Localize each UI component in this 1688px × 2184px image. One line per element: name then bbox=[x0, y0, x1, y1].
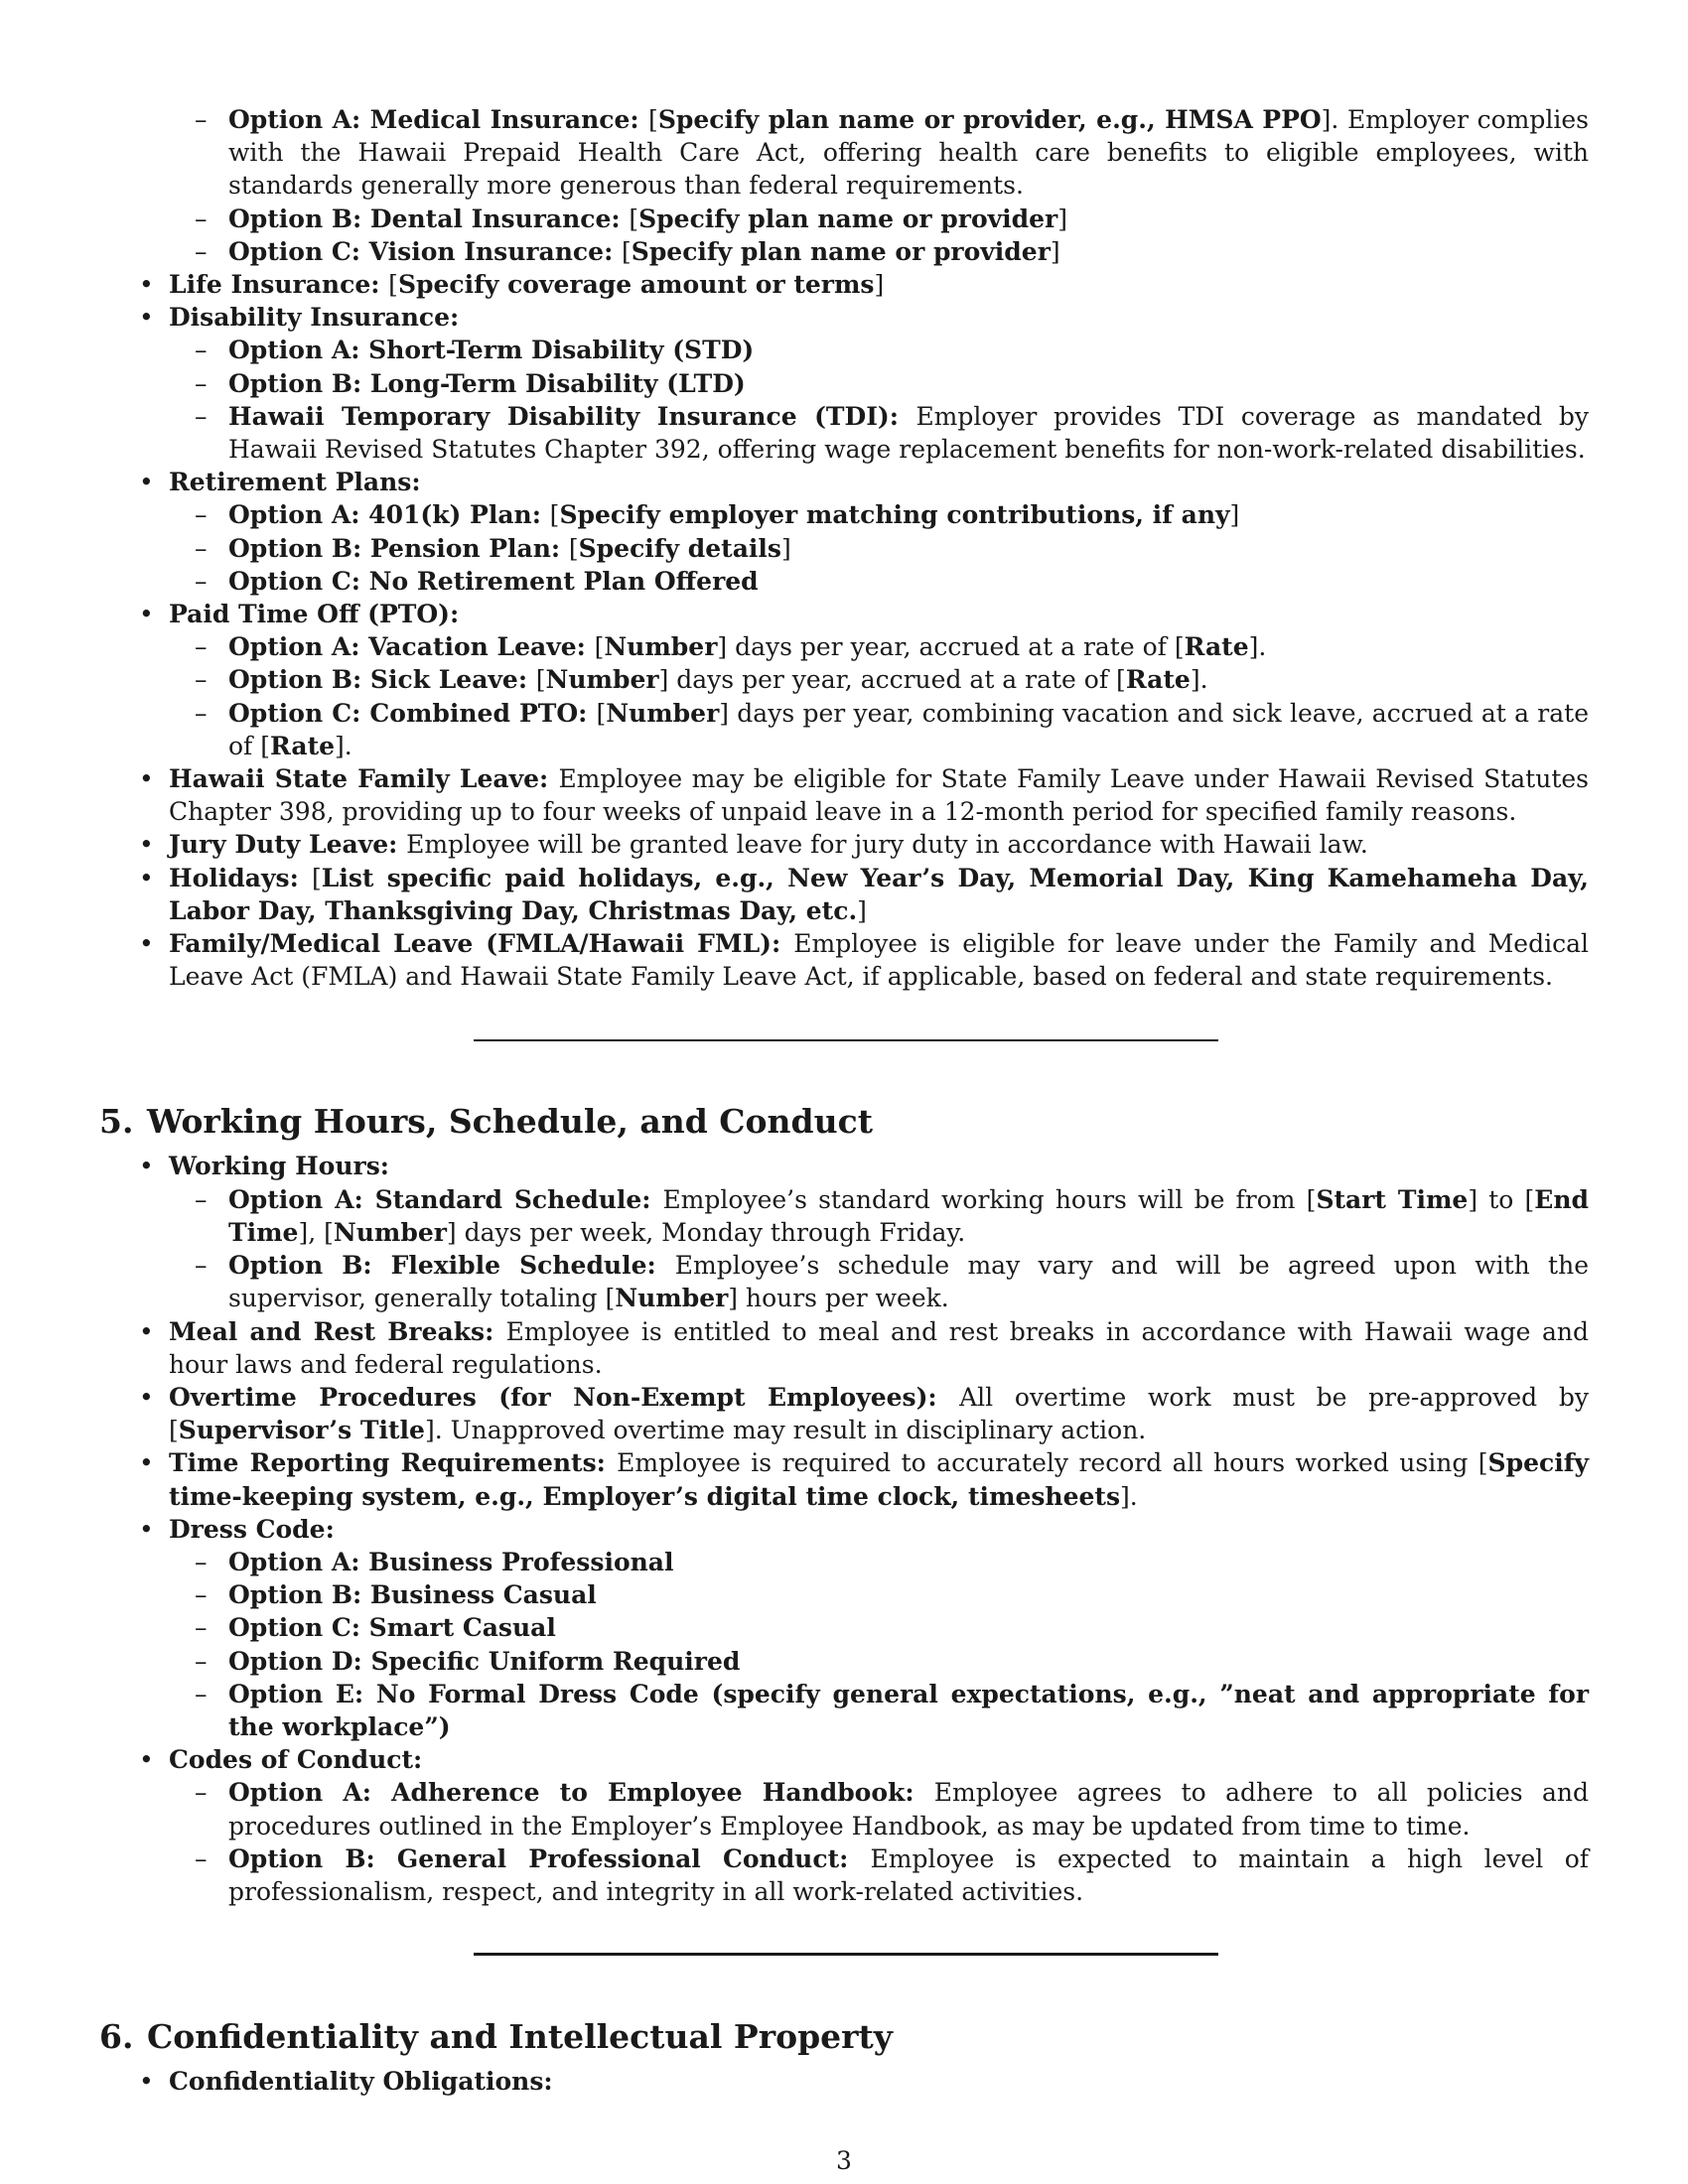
bold-text: Hawaii Temporary Disability Insurance (TDI): bbox=[228, 401, 916, 431]
dash-marker: – bbox=[195, 500, 208, 530]
body-text: [ bbox=[629, 204, 639, 233]
body-text: ]. bbox=[1190, 665, 1208, 695]
section-divider-wrap bbox=[99, 993, 1589, 1100]
list-item bbox=[99, 1446, 1589, 1512]
body-text: [ bbox=[549, 500, 560, 530]
dash-marker: – bbox=[195, 105, 208, 134]
sub-list-item bbox=[99, 1578, 1589, 1611]
bullet-marker: • bbox=[139, 270, 154, 300]
section-title-text: Working Hours, Schedule, and Conduct bbox=[147, 1102, 873, 1142]
sub-list-item bbox=[99, 663, 1589, 696]
bold-text: Option A: Standard Schedule: bbox=[228, 1184, 663, 1214]
bullet-marker: • bbox=[139, 1448, 154, 1478]
bold-text: Dress Code: bbox=[169, 1514, 335, 1544]
list-item bbox=[99, 268, 1589, 301]
bold-text: Specify plan name or provider, e.g., HMSA PPO bbox=[657, 105, 1322, 134]
bold-text: Hawaii State Family Leave: bbox=[169, 764, 559, 794]
body-text: Employee is eligible for leave under the Family and Medical Leave Act (FMLA) and Hawaii State Family Leave Act, if applicable, based on federal and state requirements. bbox=[169, 929, 1589, 992]
body-text: ] days per week, Monday through Friday. bbox=[446, 1217, 966, 1247]
bold-text: Number bbox=[615, 1284, 729, 1313]
sub-list-item bbox=[99, 630, 1589, 663]
sub-list-item bbox=[99, 1611, 1589, 1644]
section-number: 5. bbox=[99, 1102, 134, 1142]
bold-text: Option C: Combined PTO: bbox=[228, 698, 597, 728]
bullet-marker: • bbox=[139, 830, 154, 860]
body-text: [ bbox=[568, 533, 579, 563]
body-text: ] bbox=[874, 270, 885, 300]
bold-text: Start Time bbox=[1316, 1184, 1469, 1214]
dash-marker: – bbox=[195, 632, 208, 662]
bold-text: Family/Medical Leave (FMLA/Hawaii FML): bbox=[169, 929, 794, 959]
dash-marker: – bbox=[195, 1843, 208, 1873]
bold-text: Disability Insurance: bbox=[169, 303, 460, 333]
body-text: Employee’s schedule may vary and will be agreed upon with the supervisor, generally totaling [ bbox=[228, 1251, 1589, 1313]
bullet-marker: • bbox=[139, 468, 154, 497]
body-text: ]. bbox=[335, 731, 352, 760]
bold-text: Specify coverage amount or terms bbox=[397, 270, 875, 300]
dash-marker: – bbox=[195, 566, 208, 596]
body-text: [ bbox=[622, 236, 632, 266]
bold-text: Option A: Medical Insurance: bbox=[228, 105, 649, 134]
sub-list-item bbox=[99, 498, 1589, 531]
sub-list-item bbox=[99, 1249, 1589, 1314]
list-item bbox=[99, 1513, 1589, 1546]
bold-text: Overtime Procedures (for Non-Exempt Employees): bbox=[169, 1382, 960, 1412]
bold-text: Rate bbox=[1125, 665, 1191, 695]
dash-marker: – bbox=[195, 236, 208, 266]
body-text: ] to [ bbox=[1468, 1184, 1535, 1214]
dash-marker: – bbox=[195, 1547, 208, 1576]
bold-text: Option E: No Formal Dress Code (specify general expectations, e.g., ”neat and appropriate for the workplace”) bbox=[228, 1679, 1589, 1741]
bold-text: Option B: General Professional Conduct: bbox=[228, 1843, 871, 1873]
page-content bbox=[99, 103, 1589, 2098]
bold-text: Specify details bbox=[578, 533, 781, 563]
bold-text: Option B: Sick Leave: bbox=[228, 665, 536, 695]
dash-marker: – bbox=[195, 665, 208, 695]
bullet-marker: • bbox=[139, 929, 154, 959]
list-item bbox=[99, 2065, 1589, 2098]
bold-text: Option C: No Retirement Plan Offered bbox=[228, 566, 759, 596]
body-text: ]. bbox=[1248, 632, 1267, 662]
working-hours-list bbox=[99, 1150, 1589, 1908]
bold-text: Number bbox=[604, 632, 718, 662]
confidentiality-list bbox=[99, 2065, 1589, 2098]
sub-list-item bbox=[99, 235, 1589, 268]
bold-text: Time Reporting Requirements: bbox=[169, 1448, 618, 1478]
list-item bbox=[99, 927, 1589, 993]
body-text: [ bbox=[312, 863, 322, 892]
sub-list-item bbox=[99, 565, 1589, 598]
bold-text: Codes of Conduct: bbox=[169, 1745, 423, 1775]
bold-text: Retirement Plans: bbox=[169, 468, 421, 497]
bold-text: Life Insurance: bbox=[169, 270, 389, 300]
bold-text: Option B: Flexible Schedule: bbox=[228, 1251, 675, 1281]
horizontal-rule bbox=[474, 1039, 1218, 1041]
body-text: [ bbox=[596, 698, 607, 728]
bullet-marker: • bbox=[139, 764, 154, 794]
bold-text: Option A: Short-Term Disability (STD) bbox=[228, 336, 755, 365]
body-text: ]. Employer complies with the Hawaii Prepaid Health Care Act, offering health care benefits to eligible employees, with standards generally more generous than federal requirements. bbox=[228, 105, 1589, 201]
dash-marker: – bbox=[195, 1679, 208, 1708]
bold-text: Option A: 401(k) Plan: bbox=[228, 500, 550, 530]
bold-text: Jury Duty Leave: bbox=[169, 830, 407, 860]
body-text: ] days per year, accrued at a rate of [ bbox=[658, 665, 1126, 695]
bold-text: Option B: Business Casual bbox=[228, 1580, 597, 1610]
body-text: ]. Unapproved overtime may result in disciplinary action. bbox=[424, 1416, 1147, 1445]
sub-list-item bbox=[99, 697, 1589, 762]
body-text: ] bbox=[780, 533, 791, 563]
dash-marker: – bbox=[195, 1580, 208, 1610]
bold-text: Number bbox=[333, 1217, 447, 1247]
bullet-marker: • bbox=[139, 2067, 154, 2097]
sub-list-item bbox=[99, 1546, 1589, 1578]
section-title-text: Confidentiality and Intellectual Property bbox=[147, 2017, 893, 2057]
body-text: ] hours per week. bbox=[728, 1284, 949, 1313]
bold-text: Specify employer matching contributions, if any bbox=[559, 500, 1230, 530]
bold-text: Option A: Vacation Leave: bbox=[228, 632, 595, 662]
body-text: Employee agrees to adhere to all policies and procedures outlined in the Employer’s Employee Handbook, as may be updated from time to time. bbox=[228, 1778, 1589, 1841]
dash-marker: – bbox=[195, 401, 208, 431]
body-text: ] bbox=[1057, 204, 1067, 233]
bold-text: Meal and Rest Breaks: bbox=[169, 1316, 506, 1346]
list-item bbox=[99, 762, 1589, 828]
body-text: ] days per year, combining vacation and sick leave, accrued at a rate of [ bbox=[228, 698, 1589, 760]
body-text: [ bbox=[388, 270, 398, 300]
list-item bbox=[99, 1150, 1589, 1182]
list-item bbox=[99, 1381, 1589, 1446]
body-text: [ bbox=[535, 665, 546, 695]
dash-marker: – bbox=[195, 1613, 208, 1643]
bullet-marker: • bbox=[139, 1382, 154, 1412]
bold-text: Confidentiality Obligations: bbox=[169, 2067, 553, 2097]
list-item bbox=[99, 466, 1589, 498]
section-heading-6 bbox=[99, 2015, 1589, 2065]
bold-text: Holidays: bbox=[169, 863, 313, 892]
bold-text: Rate bbox=[270, 731, 336, 760]
body-text: Employee is expected to maintain a high level of professionalism, respect, and integrity in all work-related activities. bbox=[228, 1843, 1590, 1906]
dash-marker: – bbox=[195, 1184, 208, 1214]
bold-text: Option C: Vision Insurance: bbox=[228, 236, 622, 266]
list-item bbox=[99, 598, 1589, 630]
list-item bbox=[99, 1743, 1589, 1776]
body-text: All overtime work must be pre-approved by [ bbox=[169, 1382, 1589, 1445]
bold-text: Specify plan name or provider bbox=[638, 204, 1058, 233]
sub-list-item bbox=[99, 1678, 1589, 1743]
dash-marker: – bbox=[195, 533, 208, 563]
bold-text: Number bbox=[606, 698, 720, 728]
benefits-list bbox=[99, 103, 1589, 993]
bold-text: Rate bbox=[1184, 632, 1249, 662]
section-heading-5 bbox=[99, 1100, 1589, 1150]
bullet-marker: • bbox=[139, 1316, 154, 1346]
bold-text: Option B: Long-Term Disability (LTD) bbox=[228, 368, 746, 398]
list-item bbox=[99, 1315, 1589, 1381]
bold-text: Option B: Pension Plan: bbox=[228, 533, 569, 563]
bullet-marker: • bbox=[139, 863, 154, 892]
body-text: ] bbox=[1229, 500, 1240, 530]
body-text: [ bbox=[648, 105, 658, 134]
body-text: Employer provides TDI coverage as mandated by Hawaii Revised Statutes Chapter 392, offering wage replacement benefits for non-work-related disabilities. bbox=[228, 401, 1589, 465]
body-text: Employee’s standard working hours will be from [ bbox=[662, 1184, 1317, 1214]
body-text: Employee may be eligible for State Family Leave under Hawaii Revised Statutes Chapter 398, providing up to four weeks of unpaid leave in a 12-month period for specified family reasons. bbox=[169, 764, 1589, 827]
bullet-marker: • bbox=[139, 1152, 154, 1181]
sub-list-item bbox=[99, 400, 1589, 466]
dash-marker: – bbox=[195, 204, 208, 233]
dash-marker: – bbox=[195, 1646, 208, 1676]
bold-text: Specify plan name or provider bbox=[631, 236, 1051, 266]
body-text: Employee is entitled to meal and rest breaks in accordance with Hawaii wage and hour laws and federal regulations. bbox=[169, 1316, 1589, 1379]
horizontal-rule bbox=[474, 1953, 1218, 1956]
body-text: ] days per year, accrued at a rate of [ bbox=[717, 632, 1185, 662]
sub-list-item bbox=[99, 103, 1589, 203]
dash-marker: – bbox=[195, 1778, 208, 1808]
bold-text: Paid Time Off (PTO): bbox=[169, 600, 460, 629]
section-number: 6. bbox=[99, 2017, 134, 2057]
bullet-marker: • bbox=[139, 600, 154, 629]
bold-text: Option D: Specific Uniform Required bbox=[228, 1646, 741, 1676]
section-divider-wrap bbox=[99, 1908, 1589, 2015]
dash-marker: – bbox=[195, 1251, 208, 1281]
sub-list-item bbox=[99, 1183, 1589, 1249]
body-text: [ bbox=[594, 632, 605, 662]
bold-text: Option B: Dental Insurance: bbox=[228, 204, 630, 233]
list-item bbox=[99, 862, 1589, 927]
bullet-marker: • bbox=[139, 303, 154, 333]
body-text: ] bbox=[1050, 236, 1060, 266]
sub-list-item bbox=[99, 367, 1589, 400]
body-text: ], [ bbox=[298, 1217, 334, 1247]
page-number: 3 bbox=[836, 2146, 852, 2175]
bold-text: Option A: Business Professional bbox=[228, 1547, 674, 1576]
body-text: Employee is required to accurately record all hours worked using [ bbox=[617, 1448, 1488, 1478]
sub-list-item bbox=[99, 1843, 1589, 1908]
body-text: ]. bbox=[1120, 1481, 1138, 1511]
bold-text: End Time bbox=[228, 1184, 1590, 1247]
bold-text: List specific paid holidays, e.g., New Year’s Day, Memorial Day, King Kamehameha Day, Labor Day, Thanksgiving Day, Christmas Day, etc. bbox=[169, 863, 1589, 925]
bullet-marker: • bbox=[139, 1745, 154, 1775]
list-item bbox=[99, 828, 1589, 861]
list-item bbox=[99, 301, 1589, 334]
sub-list-item bbox=[99, 203, 1589, 235]
sub-list-item bbox=[99, 1776, 1589, 1842]
bold-text: Working Hours: bbox=[169, 1152, 390, 1181]
sub-list-item bbox=[99, 532, 1589, 565]
bold-text: Option A: Adherence to Employee Handbook: bbox=[228, 1778, 934, 1808]
dash-marker: – bbox=[195, 698, 208, 728]
dash-marker: – bbox=[195, 336, 208, 365]
bold-text: Supervisor’s Title bbox=[178, 1416, 425, 1445]
dash-marker: – bbox=[195, 368, 208, 398]
body-text: Employee will be granted leave for jury duty in accordance with Hawaii law. bbox=[406, 830, 1368, 860]
bullet-marker: • bbox=[139, 1514, 154, 1544]
bold-text: Option C: Smart Casual bbox=[228, 1613, 556, 1643]
sub-list-item bbox=[99, 1645, 1589, 1678]
bold-text: Specify time-keeping system, e.g., Employer’s digital time clock, timesheets bbox=[169, 1448, 1589, 1511]
bold-text: Number bbox=[545, 665, 659, 695]
body-text: ] bbox=[857, 895, 867, 925]
sub-list-item bbox=[99, 334, 1589, 366]
